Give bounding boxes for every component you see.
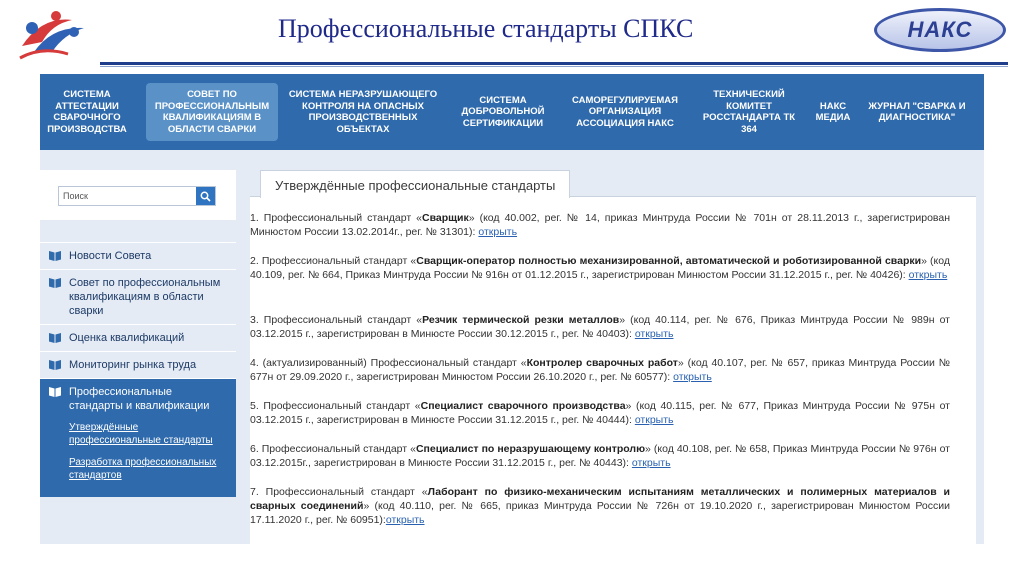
sidebar-item-monitoring[interactable] — [40, 351, 236, 378]
book-icon — [48, 250, 62, 262]
item-text: 2. Профессиональный стандарт « — [250, 255, 417, 267]
sidebar-item-assessment[interactable] — [40, 324, 236, 351]
nav-item-media[interactable]: НАКС МЕДИА — [815, 100, 851, 123]
sidebar-item-label: Новости Совета — [69, 250, 152, 262]
book-icon — [48, 277, 62, 289]
nav-item-sro[interactable]: САМОРЕГУЛИРУЕМАЯ ОРГАНИЗАЦИЯ АССОЦИАЦИЯ НАКС — [572, 94, 678, 129]
item-text: » (код 40.002, рег. № 14, приказ Минтруда России № 701н от 28.11.2013 г., зарегистрирован Минюстом России 13.02.2014г., рег. № 31301): — [250, 212, 951, 239]
list-item — [250, 313, 950, 341]
item-text: 1. Профессиональный стандарт « — [250, 212, 422, 224]
slide-title: Профессиональные стандарты СПКС — [278, 14, 694, 43]
book-icon — [48, 332, 62, 344]
item-text: 3. Профессиональный стандарт « — [250, 314, 423, 326]
standard-name: Сварщик-оператор полностью механизированной, автоматической и роботизированной сварки — [416, 255, 922, 267]
list-item — [250, 211, 950, 239]
item-text: 6. Профессиональный стандарт « — [250, 443, 416, 455]
nav-item-council[interactable]: СОВЕТ ПО ПРОФЕССИОНАЛЬНЫМ КВАЛИФИКАЦИЯМ В ОБЛАСТИ СВАРКИ — [146, 83, 278, 141]
item-text: » (код 40.114, рег. № 676, Приказ Минтруда России № 989н от 03.12.2015 г., зарегистрирован в Минюсте России 30.12.2015 г., рег. № 40403): — [250, 314, 950, 341]
open-link[interactable]: открыть — [908, 269, 948, 282]
website-screenshot — [40, 74, 984, 544]
sidebar — [40, 150, 236, 544]
content-panel — [250, 196, 976, 544]
item-text: » (код 40.115, рег. № 677, Приказ Минтруда России № 975н от 03.12.2015 г., зарегистрирован в Минюсте России 31.12.2015 г., рег. № 40444): — [250, 400, 950, 427]
standard-name: Специалист сварочного производства — [420, 400, 626, 412]
side-menu — [40, 242, 236, 497]
search-icon — [200, 191, 211, 202]
search-input[interactable]: Поиск — [63, 191, 88, 201]
list-item — [250, 485, 950, 528]
search-box — [58, 186, 216, 206]
list-item — [250, 254, 950, 282]
header-divider — [100, 62, 1008, 65]
sidebar-item-label: Оценка квалификаций — [69, 332, 185, 344]
open-link[interactable]: открыть — [673, 371, 712, 384]
search-button[interactable] — [196, 187, 215, 205]
open-link[interactable]: открыть — [631, 457, 671, 470]
item-text: » (код 40.110, рег. № 665, приказ Минтруда России № 726н от 19.10.2020 г., зарегистрирован Минюстом России 17.11.2020 г., рег. № 60951): — [250, 500, 950, 527]
naks-logo-text: НАКС — [907, 17, 973, 42]
sidebar-item-news[interactable] — [40, 242, 236, 269]
item-text: » (код 40.109, рег. № 664, Приказ Минтруда России № 916н от 01.12.2015 г., зарегистрирован Минюстом России 31.12.2015 г., рег. № 40426): — [250, 255, 950, 282]
sidebar-item-label: Профессиональные стандарты и квалификации — [69, 386, 210, 412]
item-text: 5. Профессиональный стандарт « — [250, 400, 421, 412]
book-icon — [48, 386, 62, 398]
header-divider-thin — [100, 66, 1008, 67]
open-link[interactable]: открыть — [634, 414, 674, 427]
list-item — [250, 399, 950, 427]
open-link[interactable]: открыть — [634, 328, 674, 341]
nav-item-attestation[interactable]: СИСТЕМА АТТЕСТАЦИИ СВАРОЧНОГО ПРОИЗВОДСТВА — [47, 89, 127, 135]
nav-item-certification[interactable]: СИСТЕМА ДОБРОВОЛЬНОЙ СЕРТИФИКАЦИИ — [461, 94, 545, 129]
sidebar-item-label: Совет по профессиональным квалификациям в области сварки — [69, 277, 221, 317]
nav-item-journal[interactable]: ЖУРНАЛ "СВАРКА И ДИАГНОСТИКА" — [868, 100, 966, 123]
nav-item-tk364[interactable]: ТЕХНИЧЕСКИЙ КОМИТЕТ РОССТАНДАРТА ТК 364 — [702, 89, 796, 135]
standard-name: Лаборант по физико-механическим испытаниям металлических и полимерных материалов и сварных соединений — [250, 486, 950, 513]
standard-name: Контролер сварочных работ — [526, 357, 678, 369]
item-text: 7. Профессиональный стандарт « — [250, 486, 428, 498]
top-navigation — [40, 74, 984, 150]
naks-logo — [874, 8, 1006, 52]
item-text: 4. (актуализированный) Профессиональный стандарт « — [250, 357, 527, 369]
list-item — [250, 442, 950, 470]
standard-name: Сварщик — [422, 212, 469, 224]
open-link[interactable]: открыть — [385, 514, 425, 527]
search-panel — [40, 170, 236, 220]
nav-item-ndt[interactable]: СИСТЕМА НЕРАЗРУШАЮЩЕГО КОНТРОЛЯ НА ОПАСНЫХ ПРОИЗВОДСТВЕННЫХ ОБЪЕКТАХ — [288, 89, 438, 135]
content-tab-title: Утверждённые профессиональные стандарты — [260, 170, 570, 198]
item-text: » (код 40.108, рег. № 658, Приказ Минтруда России № 976н от 03.12.2015г., зарегистрирован в Минюсте России 31.12.2015 г., рег. № 40443): — [250, 443, 950, 470]
open-link[interactable]: открыть — [478, 226, 518, 239]
submenu-link-approved[interactable]: Утверждённые профессиональные стандарты — [69, 422, 213, 446]
sidebar-item-council[interactable] — [40, 269, 236, 324]
book-icon — [48, 359, 62, 371]
standard-name: Специалист по неразрушающему контролю — [415, 443, 646, 455]
item-text: » (код 40.107, рег. № 657, приказ Минтруда России № 677н от 29.09.2020 г., зарегистрирован Минюстом России 26.10.2020 г., рег. № 60577): — [250, 357, 950, 384]
submenu-link-development[interactable]: Разработка профессиональных стандартов — [69, 457, 217, 481]
sidebar-submenu — [40, 419, 236, 497]
standard-name: Резчик термической резки металлов — [422, 314, 620, 326]
list-item — [250, 356, 950, 384]
sidebar-item-standards[interactable] — [40, 378, 236, 419]
sidebar-item-label: Мониторинг рынка труда — [69, 359, 197, 371]
